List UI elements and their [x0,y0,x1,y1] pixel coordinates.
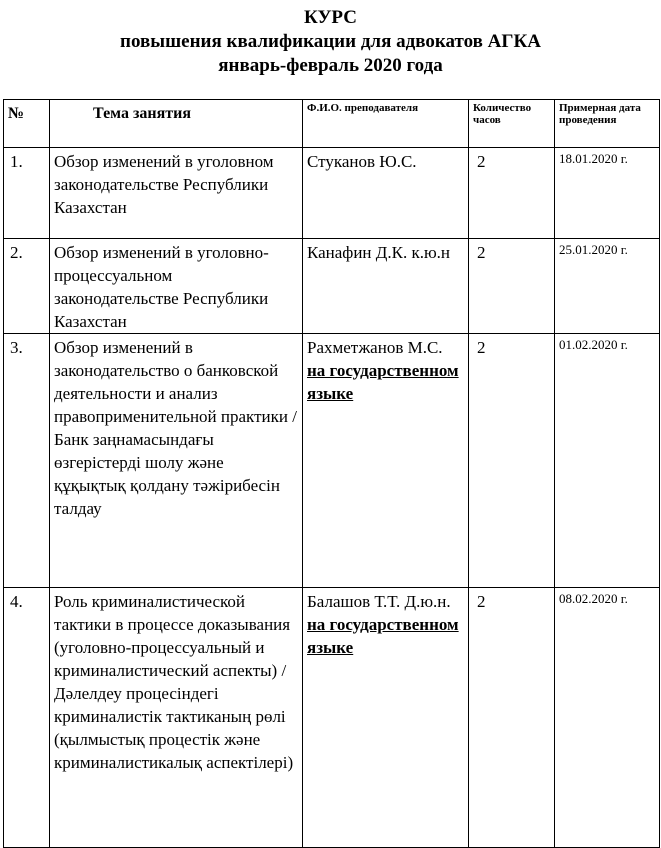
language-note: на государственном языке [307,615,459,657]
row-date: 25.01.2020 г. [555,239,660,334]
header-number: № [4,100,50,148]
row-number: 1. [4,148,50,239]
table-row [4,148,660,239]
title-line-1: КУРС [304,7,357,28]
row-date: 08.02.2020 г. [555,588,660,848]
row-number: 4. [4,588,50,848]
title-line-2: повышения квалификации для адвокатов АГКА [120,31,541,52]
row-teacher [303,588,469,848]
row-topic: Обзор изменений в уголовно-процессуальном законодательстве Республики Казахстан [50,239,303,334]
title-line-3: январь-февраль 2020 года [218,55,443,76]
row-hours: 2 [469,588,555,848]
teacher-name: Рахметжанов М.С. [307,338,443,357]
table-header-row [4,100,660,148]
teacher-name: Балашов Т.Т. Д.ю.н. [307,592,451,611]
language-note: на государственном языке [307,361,459,403]
teacher-name: Канафин Д.К. к.ю.н [307,243,451,262]
row-date: 01.02.2020 г. [555,334,660,588]
header-teacher: Ф.И.О. преподавателя [303,100,469,148]
row-teacher [303,334,469,588]
row-topic: Обзор изменений в законодательство о банковской деятельности и анализ правоприменительной практики / Банк заңнамасындағы өзгерістерді шолу және құқықтық қолдану тәжірибесін талдау [50,334,303,588]
header-date: Примерная дата проведения [555,100,660,148]
row-topic: Обзор изменений в уголовном законодательстве Республики Казахстан [50,148,303,239]
teacher-name: Стуканов Ю.С. [307,152,417,171]
row-teacher [303,148,469,239]
table-row [4,588,660,848]
row-teacher [303,239,469,334]
table-row [4,239,660,334]
row-number: 3. [4,334,50,588]
row-topic: Роль криминалистической тактики в процессе доказывания (уголовно-процессуальный и криминалистический аспекты) / Дәлелдеу процесіндегі криминалистік тактиканың рөлі (қылмыстық процестік және криминалистикалық аспектілері) [50,588,303,848]
row-hours: 2 [469,334,555,588]
course-schedule-table [3,99,660,848]
row-hours: 2 [469,239,555,334]
document-title [0,6,661,78]
header-topic: Тема занятия [50,100,303,148]
row-date: 18.01.2020 г. [555,148,660,239]
table-row [4,334,660,588]
row-number: 2. [4,239,50,334]
row-hours: 2 [469,148,555,239]
header-hours: Количество часов [469,100,555,148]
